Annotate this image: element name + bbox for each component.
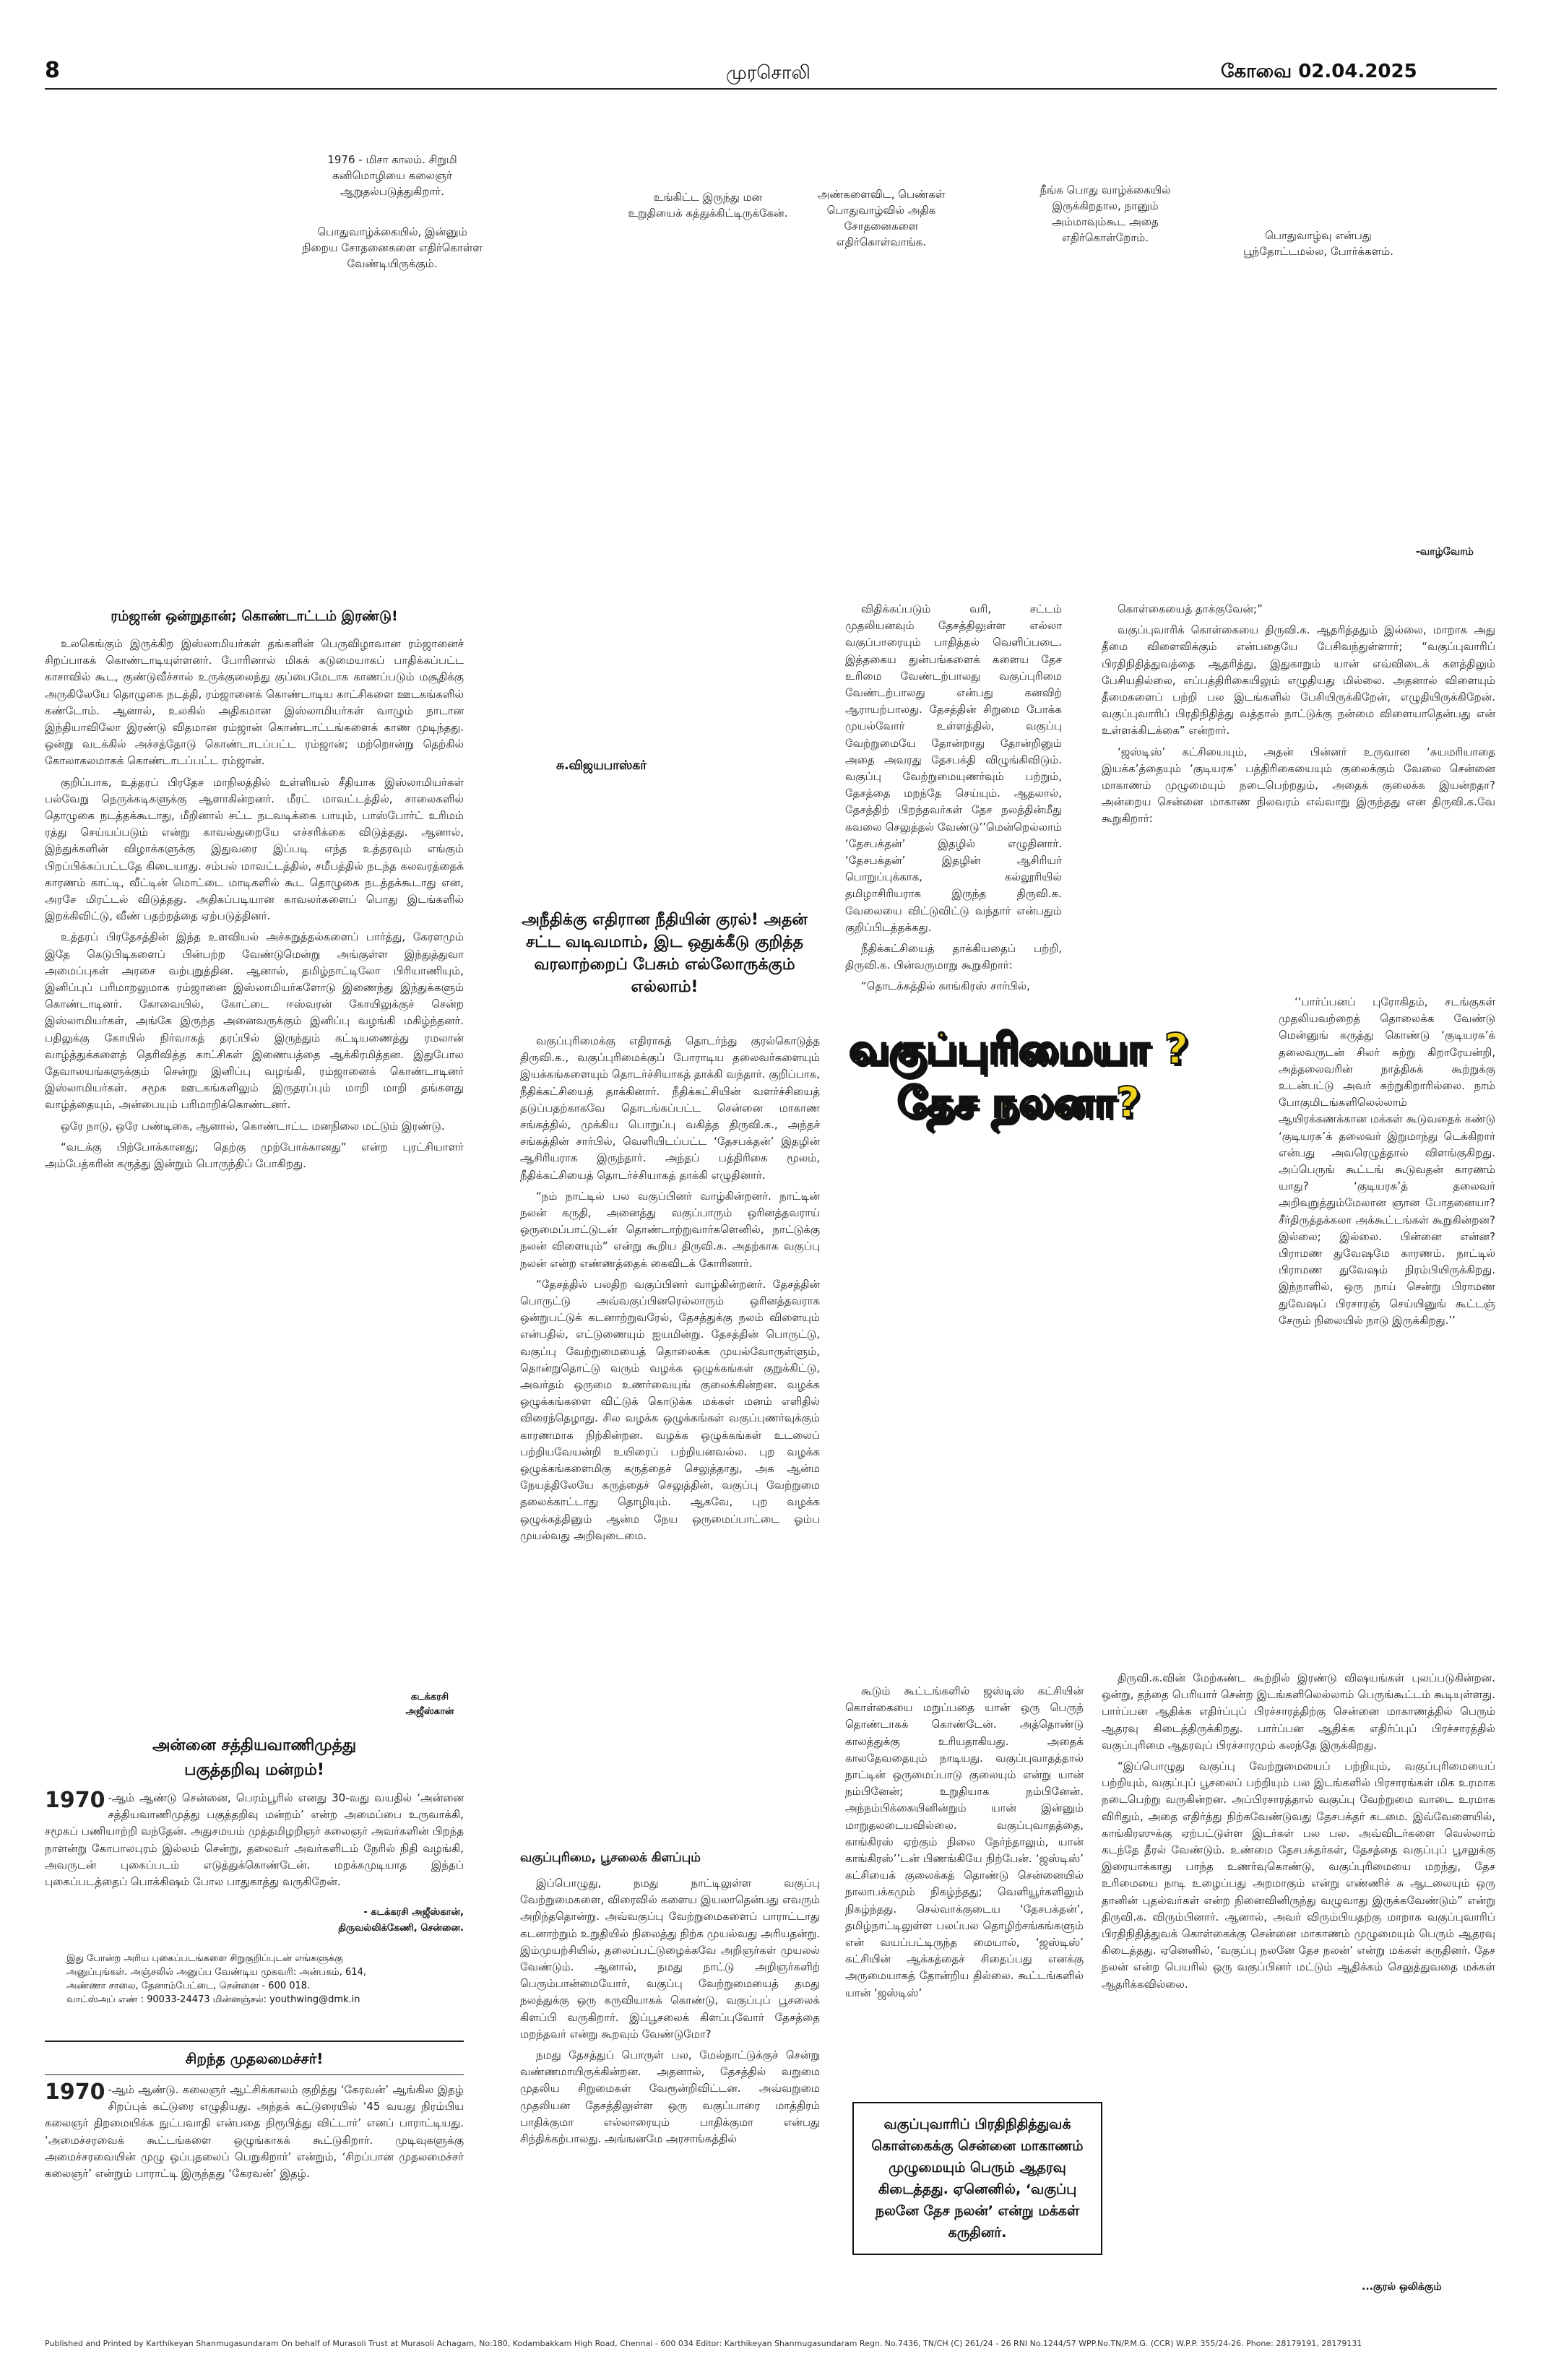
- pull-quote: வகுப்புவாரிப் பிரதிநிதித்துவக் கொள்கைக்கு சென்னை மாகாணம் முழுமையும் பெரும் ஆதரவு கிடைத்தது. ஏனெனில், ‘வகுப்பு நலனே தேச நலன்’ என்று மக்கள் கருதினர்.: [852, 2102, 1102, 2255]
- photo-caption-6: பொதுவாழ்வு என்பது பூந்தோட்டமல்ல, போர்க்களம்.: [1242, 229, 1393, 258]
- ramzan-para: உத்தரப் பிரதேசத்தின் இந்த உளவியல் அச்சுறுத்தல்களைப் பார்த்து, கேரளமும் இதே கெடுபிடிகளைப் பின்பற்ற வேண்டுமென்று அங்குள்ள இந்துத்துவா அமைப்புகள் அரசை வற்புறுத்தின. ஆனால், தமிழ்நாட்டிலோ பிரியாணியும், இனிப்புப் பரிமாறலுமாக ரம்ஜானை இஸ்லாமியர்களோடு இணைந்து இந்துக்களும் கொண்டாடினர். கோவையில், கோட்டை ஈஸ்வரன் கோயிலுக்குச் சென்ற இஸ்லாமியர்கள், அங்கே இருந்த அனைவருக்கும் இனிப்பு வழங்கி மகிழ்ந்தனர். பதிலுக்கு கோயில் நிர்வாகத் தரப்பில் இருந்தும் கட்டியணைத்து ரமலான் வாழ்த்துக்களைத் தெரிவித்த காட்சிகள் இணையத்தை ஆக்கிரமித்தன. இதுபோல தேவாலயங்களுக்கும் சென்று இனிப்பு வழங்கி, ரம்ஜானைக் கொண்டாடினர் இஸ்லாமியர்கள். சமூக ஊடகங்களிலும் இருதரப்பும் மாறி மாறி தங்களது வாழ்த்தையும், அன்பையும் பரிமாறிக்கொண்டனர்.: [45, 930, 464, 1112]
- photo-caption-4: அண்களைவிட, பெண்கள் பொதுவாழ்வில் அதிக சோதனைகளை எதிர்கொள்வாங்க.: [817, 188, 946, 248]
- ramzan-para: ஒரே நாடு, ஒரே பண்டிகை, ஆனால், கொண்டாட்ட மனநிலை மட்டும் இரண்டு.: [61, 1119, 445, 1133]
- notice-address: இது போன்ற அரிய புகைப்படங்களை சிறுகுறிப்புடன் எங்களுக்கு அனுப்புங்கள். அஞ்சலில் அனுப்ப வேண்டிய முகவரி: அன்பகம், 614, அண்ணா சாலை, தேனாம்பேட்டை, சென்னை - 600 018.: [66, 1953, 366, 1991]
- col-a-subhead: வகுப்புரிமை, பூசலைக் கிளப்பும்: [520, 1851, 701, 1865]
- col-b-para: விதிக்கப்படும் வரி, சட்டம் முதலியனவும் தேசத்திலுள்ள எல்லா வகுப்பாரையும் பாதித்தல் வெளிப்படை. இத்தகைய துன்பங்களைக் களைய தேச உரிமை வேண்டற்பாலது வகுப்புரிமை வேண்டற்பாலது என்பது கனவிற் ஆராயற்பாலது. தேசத்தின் சிறுமை போக்க முயல்வோர் உள்ளத்தில், வகுப்பு வேற்றுமையே தோன்றாது தோன்றினும் அதை அவரது தேசபக்தி விழுங்கிவிடும். வகுப்பு வேற்றுமையுணர்வும் பற்றும், தேசத்தை மறந்தே செய்யும். ஆதலால், தேசத்திற் பிறந்தவர்கள் தேச நலத்தின்மீது கவலை செலுத்தல் வேண்டு’’மென்றெல்லாம் ‘தேசபக்தன்’ இதழில் எழுதினார். ‘தேசபக்தன்’ இதழின் ஆசிரியர் பொறுப்புக்காக, கல்லூரியில் தமிழாசிரியராக இருந்த திருவி.க. வேலையை விட்டுவிட்டு வந்தார் என்பதும் குறிப்பிடத்தக்கது.: [845, 602, 1062, 934]
- photo-credit-name-2: அஜீஸ்கான்: [405, 1706, 454, 1717]
- cm-rule: [45, 2041, 464, 2042]
- headline-line2: தேச நலனா?: [896, 1078, 1141, 1127]
- annai-text: -ஆம் ஆண்டு சென்னை, பெரம்பூரில் எனது 30-வது வயதில் ‘அன்னை சத்தியவாணிமுத்து பகுத்தறிவு மன்றம்’ என்ற அமைப்பை உருவாக்கி, சமூகப் பணியாற்றி வந்தேன். அதுசமயம் முத்தமிழறிஞர் கலைஞர் அவர்களின் பிறந்த நாளன்று கோபாலபுரம் இல்லம் சென்று, தலைவர் அவர்களிடம் நேரில் நிதி வழங்கி, அவருடன் புகைப்படம் எடுத்துக்கொண்டேன். மறக்கமுடியாத இந்தப் புகைப்படத்தைப் பொக்கிஷம் போல பாதுகாத்து வருகிறேன்.: [45, 1791, 464, 1889]
- col-c-para: வகுப்புவாரிக் கொள்கையை திருவி.க. ஆதரித்ததும் இல்லை, மாறாக அது தீமை விளைவிக்கும் என்பதையே பேசிவந்துள்ளார்; “வகுப்புவாரிப் பிரதிநிதித்துவத்தை ஆதரித்து, இதுகாறும் யான் எவ்விடைக் களத்திலும் பேசியதில்லை, எப்பத்திரிகையிலும் எழுதியது மில்லை. அதனால் விளையும் தீமைகளைப் பற்றி பல இடங்களில் பேசியிருக்கிறேன், எழுதியிருக்கிறேன். வகுப்புவாரிப் பிரதிநிதித்து வத்தால் நாட்டுக்கு நன்மை விளையாதென்பது என் உள்ளக்கிடக்கை” என்றார்.: [1102, 623, 1495, 737]
- photo-caption-5: நீங்க பொது வாழ்க்கையில் இருக்கிறதால, நானும் அம்மாவும்கூட அதை எதிர்கொள்றோம்.: [1040, 183, 1171, 244]
- cm-text: -ஆம் ஆண்டு. கலைஞர் ஆட்சிக்காலம் குறித்து ‘கேரவன்’ ஆங்கில இதழ் சிறப்புக் கட்டுரை எழுதியது. அந்தக் கட்டுரையில் ‘45 வயது நிரம்பிய கலைஞர் திறமையிக்க நுட்பவாதி என்பதை நிரூபித்து விட்டார்’ எனப் பாராட்டியது. ‘அமைச்சரவைக் கூட்டங்களை ஒழுங்காகக் கூட்டுகிறார். முடிவுகளுக்கு அமைச்சரவையின் முழு ஒப்புதலைப் பெறுகிறார்’ என்றும், ‘சிறப்பான முதலமைச்சர் கலைஞர்’ என்றும் பாராட்டி இருந்தது ‘கேரவன்’ இதழ்.: [45, 2083, 464, 2181]
- feature-col-c-quote: [1279, 994, 1495, 1662]
- annai-signature: - கடக்கரசி அஜீஸ்கான்,: [363, 1907, 464, 1918]
- col-c-para: கொள்கையைத் தாக்குவேன்;”: [1118, 602, 1263, 615]
- annai-heading-line1: அன்னை சத்தியவாணிமுத்து: [152, 1736, 357, 1754]
- annai-place: திருவல்லிக்கேணி, சென்னை.: [338, 1923, 464, 1934]
- strip-signoff: -வாழ்வோம்: [1416, 546, 1474, 558]
- col-a-para: “நம் நாட்டில் பல வகுப்பினர் வாழ்கின்றனர். நாட்டின் நலன் கருதி, அனைத்து வகுப்பாரும் ஒரினத்தவராய் ஒருமைப்பாட்டுடன் தொண்டாற்றுவார்களெனில், நாட்டுக்கு நலன் விளையும்” என்று கூறிய திருவி.க. அதற்காக வகுப்பு நலன் என்ற எண்ணத்தைக் கைவிடக் கோரினார்.: [520, 1189, 820, 1270]
- imprint-footer: Published and Printed by Karthikeyan Shanmugasundaram On behalf of Murasoli Trust at Murasoli Achagam, No:180, Kodambakkam High Road, Chennai - 600 034 Editor: Karthikeyan Shanmugasundaram Regn. No.7436, TN/CH (C) 261/24 - 26 RNI No.1244/57 WPP.No.TN/P.M.G. (CCR) W.P.P. 355/24-26. Phone: 28179191, 28179131: [45, 2339, 1362, 2348]
- feature-deck: அநீதிக்கு எதிரான நீதியின் குரல்! அதன் சட்ட வடிவமாம், இட ஒதுக்கீடு குறித்த வரலாற்றைப் பேசும் எல்லோருக்கும் எல்லாம்!: [522, 911, 808, 996]
- annai-body: [45, 1790, 464, 1900]
- cm-body: [45, 2082, 464, 2233]
- paper-name: முரசொலி: [726, 62, 811, 84]
- annai-dropcap: 1970: [45, 1790, 105, 1813]
- feature-col-a: [520, 1033, 820, 1845]
- col-c-para: திருவி.க.வின் மேற்கண்ட கூற்றில் இரண்டு விஷயங்கள் புலப்படுகின்றன. ஒன்று, தந்தை பெரியார் சென்ற இடங்களிலெல்லாம் பெருங்கூட்டம் கூடியுள்ளது. பார்ப்பன ஆதிக்க எதிர்ப்புப் பிரச்சாரத்திற்கு சென்னை மாகாணத்தில் பெரும் ஆதரவு கிடைத்திருக்கிறது. பார்ப்பன ஆதிக்க எதிர்ப்புப் பிரச்சாரத்தில் வகுப்புரிமை ஆதரவுப் பிரச்சாரமும் கலந்தே இருக்கிறது.: [1102, 1671, 1495, 1752]
- notice-contact: வாட்ஸ்அப் எண் : 90033-24473 மின்னஞ்சல்: youthwing@dmk.in: [66, 1994, 360, 2005]
- annai-heading: [45, 1734, 464, 1783]
- feature-col-c-lower: [1102, 1670, 1495, 2291]
- feature-col-c: [1102, 601, 1495, 987]
- col-a-para: இப்பொழுது, நமது நாட்டிலுள்ள வகுப்பு வேற்றுமைகளை, விரைவில் களைய இயலாதென்பது எவரும் அறிந்ததொன்று. அவ்வகுப்பு வேற்றுமைகளைப் பாராட்டாது கடனாற்றும் உறுதியில் நிலைத்து நிற்க முயல்வது அரியதன்று. இம்முயற்சியில், தலைப்பட்டுழைக்கவே அறிஞர்கள் முயலல் வேண்டும். ஆனால், நமது நாட்டு அறிஞர்களிற் பெரும்பான்மையோர், வகுப்பு வேற்றுமையைத் தமது நலத்துக்கு ஒரு கருவியாகக் கொண்டு, வகுப்புப் பூசலைக் கிளப்பி வருகிறார். இப்பூசலைக் கிளப்புவோர் தேசத்தை மறந்தவர் என்று கூறவும் வேண்டுமோ?: [520, 1877, 820, 2041]
- cm-heading: சிறந்த முதலமைச்சர்!: [185, 2050, 324, 2067]
- cm-rule-2: [45, 2074, 464, 2075]
- feature-col-a-lower: [520, 1875, 820, 2295]
- feature-col-b-lower: [845, 1683, 1084, 2095]
- edition-date: கோவை 02.04.2025: [1221, 61, 1417, 82]
- ramzan-para: குறிப்பாக, உத்தரப் பிரதேச மாநிலத்தில் உள்ளியல் சீதியாக இஸ்லாமியர்கள் பல்வேறு நெருக்கடிகளுக்கு ஆளாகின்றனர். மீரட் மாவட்டத்தில், சாலைகளில் தொழுகை நடத்தக்கூடாது, மீறினால் சட்ட நடவடிக்கை பாயும், பாஸ்போர்ட் உரிமம் ரத்து செய்யப்படும் என்று காவல்துறையே எச்சரிக்கை விடுத்தது. ஆனால், இந்துக்களின் விழாக்களுக்கு இதுவரை இப்படி எந்த உத்தரவும் எங்கும் பிறப்பிக்கப்பட்டதே கிடையாது. சம்பல் மாவட்டத்தில், சமீபத்தில் நடந்த கலவரத்தைக் காரணம் காட்டி, வீட்டின் மொட்டை மாடிகளில் கூட தொழுகை நடத்தக்கூடாது என, அரசே மிரட்டல் விடுத்தது. அதிகப்படியான காவலர்களைப் பொது இடங்களில் இறக்கிவிட்டு, வீண் பதற்றத்தை ஏற்படுத்தினர்.: [45, 775, 464, 923]
- ramzan-para: உலகெங்கும் இருக்கிற இஸ்லாமியர்கள் தங்களின் பெருவிழாவான ரம்ஜானைச் சிறப்பாகக் கொண்டாடியுள்ளனர். போரினால் மிகக் கடுமையாகப் பாதிக்கப்பட்ட காசாவில் கூட, குண்டுவீச்சால் உருக்குலைந்து குப்பைமேடாக காணப்படும் மசூதிக்கு அருகிலேயே தொழுகை நடத்தி, ரம்ஜானைக் கொண்டாடிய காட்சிகளை ஊடகங்களில் கண்டோம். ஆனால், உலகில் அதிகமான இஸ்லாமியர்கள் வாழும் நாடான இந்தியாவிலோ இரண்டு விதமான ரம்ஜான் கொண்டாட்டங்களைக் காண முடிந்தது. ஒன்று வடக்கில் அச்சத்தோடு கொண்டாடப்பட்ட ரம்ஜான்; மற்றொன்று தெற்கில் கோலாகலமாகக் கொண்டாடப்பட்ட ரம்ஜான்.: [45, 637, 464, 768]
- headline-line1: வகுப்புரிமையா ?: [848, 1024, 1189, 1073]
- feature-headline: [831, 1022, 1206, 1129]
- col-b-para: “தொடக்கத்தில் காங்கிரஸ் சார்பில்,: [861, 979, 1030, 993]
- cm-dropcap: 1970: [45, 2082, 105, 2105]
- col-a-para: நமது தேசத்துப் பொருள் பல, மேல்நாட்டுக்குச் சென்று வண்ணமாயிருக்கின்றன. அதனால், தேசத்தில் வறுமை முதலிய சிறுமைகள் வேரூன்றிவிட்டன. அவ்வறுமை முதலியன தேசத்திலுள்ள ஒரு வகுப்பாரை மாத்திரம் பாதிக்குமா எல்லாரையும் பாதிக்குமா என்பது சிந்திக்கற்பாலது. அங்ஙனமே அரசாங்கத்தில்: [520, 2048, 820, 2146]
- feature-col-b: [845, 601, 1062, 995]
- col-b-para: கூடும் கூட்டங்களில் ஜஸ்டிஸ் கட்சியின் கொள்கையை மறுப்பதை யான் ஒரு பெருந் தொண்டாகக் கொண்டேன். அத்தொண்டு காலத்துக்கு உரியதாகியது. அதைக் காலதேவதையும் நாடியது. வகுப்புவாதத்தால் நாட்டின் ஒருமைப்பாடு குலையும் என்று யான் நம்பினேன்; உறுதியாக நம்பினேன். அந்நம்பிக்கையினின்றும் யான் இன்னும் மாறுதலடையவில்லை. வகுப்புவாதத்தை, காங்கிரஸ் ஏற்கும் நிலை நேர்ந்தாலும், யான் காங்கிரஸ்’’டன் பிணங்கியே நிற்பேன். ‘ஜஸ்டிஸ்’ கட்சியைக் குலைக்கத் தொண்டு சென்னையில் நாலாபக்கமும் நிகழ்ந்தது; வெளியூர்களிலும் நிகழ்ந்தது. செல்வாக்குடைய ‘தேசபக்தன்’, தமிழ்நாட்டிலுள்ள பலப்பல தொழிற்சங்கங்களும் என் வயப்பட்டிருந்த மையால், ‘ஜஸ்டிஸ்’ கட்சியின் ஆக்கத்தைச் சிதைப்பது எனக்கு அருமையாகத் தோன்றிய தில்லை. கூட்டங்களில் யான் ‘ஜஸ்டிஸ்’: [845, 1684, 1084, 1999]
- photo-caption-3: உங்கிட்ட இருந்து மன உறுதியைக் கத்துக்கிட்டிருக்கேன்.: [628, 191, 788, 220]
- photo-credit-name: கடக்கரசி: [410, 1692, 449, 1702]
- feature-byline: சு.விஜயபாஸ்கர்: [556, 758, 647, 773]
- col-c-para: “இப்பொழுது வகுப்பு வேற்றுமையைப் பற்றியும், வகுப்புரிமையைப் பற்றியும், வகுப்புப் பூசலைப் பற்றியும் பல இடங்களில் பிரசாரங்கள் மிக உரமாக நடைபெற்று வருகின்றன. அப்பிரசாரத்தால் வகுப்பு வேற்றுமை வாடை உரமாக விரிதும், அதை எதிர்த்து நிற்கவேண்டுவது தேசபக்தர் கடமை. இவ்வேளையில், காங்கிரஸுக்கு ஏற்பட்டுள்ள இடர்கள் பல பல. அவ்விடர்களை வெல்லாம் கடந்தே தீரல் வேண்டும். உண்மை தேசபக்தர்கள், தேசத்தை வகுப்புப் பூசலுக்கு இரையாக்காது பாந்த உணர்வுகொண்டு, வகுப்புரிமையை மறந்து, தேச உரிமையை நாடி உழைப்பது அறமாகும் என்று எண்ணிச் சு ஆடலையும் ஒரு தானின் புதல்வர்கள் என்ற நினைவினிருந்து வழுவாது இருக்கவேண்டும்” என்று திருவி.க. விரும்பினார். ஆனால், அவர் விரும்பியதற்கு மாறாக வகுப்புவாரிப் பிரதிநிதித்துவக் கொள்கைக்கு சென்னை மாகாணம் முழுமையும் பெரும் ஆதரவு கிடைத்தது. ஏனெனில், ‘வகுப்பு நலனே தேச நலன்’ என்று மக்கள் கருதினர். தேச நலன் என்ற பெயரில் ஒரு வகுப்பினர் மட்டும் ஆதிக்கம் செலுத்துவதை மக்கள் ஆதரிக்கவில்லை.: [1102, 1760, 1495, 1991]
- ramzan-body: [45, 636, 464, 1380]
- col-a-para: “தேசத்தில் பலதிற வகுப்பினர் வாழ்கின்றனர். தேசத்தின் பொருட்டு அவ்வகுப்பினரெல்லாரும் ஒரினத்தவராக ஒன்றுபட்டுக் கடனாற்றுவரேல், தேசத்துக்கு நலம் விளையும் என்பதில், எட்டுணையும் ஐயமின்று. தேசத்தின் பொருட்டு, வகுப்பு வேற்றுமையைத் தொலைக்க முயல்வோருள்ளும், தொன்றுதொட்டு வரும் வழக்க ஒழுக்கங்கள் குறுக்கிட்டு, அவர்தம் ஒருமை உணர்வையுங் குலைக்கின்றன. வழக்க ஒழுக்கங்களை விட்டுக் கொடுக்க மக்கள் மனம் எளிதில் விரைந்தெழாது. சில வழக்க ஒழுக்கங்கள் வகுப்புணர்வுக்கும் காரணமாக நிற்கின்றன. வழக்க ஒழுக்கங்கள் உடலைப் பற்றியவேயன்றி உயிரைப் பற்றியனவல்ல. புற வழக்க ஒழுக்கங்களைமிகு கருத்தைச் செலுத்தாது, அக ஆன்ம நேயத்திலேயே கருத்தைச் செலுத்தின், வகுப்பு வேற்றுமை தலைக்காட்டாது தொழியும். ஆகவே, புற வழக்க ஒழுக்கத்தினும் ஆன்ம நேய ஒருமைப்பாட்டை ஓம்ப முயல்வது அறிவுடைமை.: [520, 1277, 820, 1542]
- col-b-para: நீதிக்கட்சியைத் தாக்கியதைப் பற்றி, திருவி.க. பின்வருமாறு கூறுகிறார்:: [845, 942, 1062, 972]
- col-c-para: ‘‘பார்ப்பனப் புரோகிதம், சடங்குகள் முதலியவற்றைத் தொலைக்க வேண்டு மென்னுங் கருத்து கொண்டு ‘குடியரசு’க் தலைவருடன் சிலர் சுற்று கிறாரேயன்றி, அத்தலைவரின் நாத்திகக் கூற்றுக்கு உடன்பட்டு அவர் சுற்றுகிறாரில்லை. நாம் போகுமிடங்களிலெல்லாம் ஆயிரக்கணக்கான மக்கள் கூடுவதைக் கண்டு ‘குடியரசு’க் தலைவர் இறுமாந்து டெக்கிறார் என்பது அவரெழுத்தால் விளங்குகிறது. அப்பெருங் கூட்டங் கூடுவதன் காரணம் யாது? ‘குடியரசு’த் தலைவர் அறிவுறுத்தும்மேலான ஞான போதனையா? சீர்திருத்தக்கலா அக்கூட்டங்கள் கூறுகின்றன? இல்லை; இல்லை. பின்னை என்ன? பிராமண துவேஷமே காரணம். நாட்டில் பிராமண துவேஷம் நிரம்பியிருக்கிறது. இந்நாளில், ஒரு நாய் சென்று பிராமண துவேஷப் பிரசாரஞ் செய்யினுங் கூட்டஞ் சேரும் நிலையில் நாடு இருக்கிறது.’’: [1279, 995, 1495, 1327]
- annai-heading-line2: பகுத்தறிவு மன்றம்!: [184, 1761, 324, 1779]
- masthead-rule: [45, 88, 1497, 90]
- contribute-notice: [66, 1952, 406, 2007]
- ramzan-heading: ரம்ஜான் ஒன்றுதான்; கொண்டாட்டம் இரண்டு!: [111, 608, 398, 624]
- col-a-para: வகுப்புரிமைக்கு எதிராகத் தொடர்ந்து குரல்கொடுத்த திருவி.க., வகுப்புரிமைக்குப் போராடிய தலைவர்களையும் இயக்கங்களையும் தொடர்ச்சியாகத் தாக்கி வந்தார். குறிப்பாக, நீதிக்கட்சியைத் தாக்கினார். நீதிக்கட்சியின் வளர்ச்சியைத் தடுப்பதற்காகவே தொடங்கப்பட்ட சென்னை மாகாண சங்கத்தில், முக்கிய பொறுப்பு வகித்த திருவி.க., அந்தச் சங்கத்தின் சார்பில், வெளியிடப்பட்ட ‘தேசபக்தன்’ இதழின் ஆசிரியராக இருந்தார். அந்தப் பத்திரிகை மூலம், நீதிக்கட்சியைத் தொடர்ச்சியாகத் தாக்கி எழுதினார்.: [520, 1034, 820, 1182]
- page-number: 8: [45, 58, 60, 83]
- continued-marker: ...குரல் ஒலிக்கும்: [1362, 2281, 1442, 2293]
- photo-caption-1: 1976 - மிசா காலம். சிறுமி கனிமொழியை கலைஞர் ஆறுதல்படுத்துகிறார்.: [327, 153, 457, 198]
- photo-caption-2: பொதுவாழ்க்கையில், இன்னும் நிறைய சோதனைகளை எதிர்கொள்ள வேண்டியிருக்கும்.: [302, 225, 483, 270]
- ramzan-para: “வடக்கு பிற்போக்கானது; தெற்கு முற்போக்கானது” என்ற புரட்சியாளர் அம்பேத்கரின் கருத்து இன்றும் பொருந்திப் போகிறது.: [45, 1140, 464, 1171]
- col-c-para: ‘ஜஸ்டிஸ்’ கட்சியையும், அதன் பின்னர் உருவான ‘சுயமரியாதை இயக்க’த்தையும் ‘குடியரசு’ பத்திரிகையையும் குலைக்கும் வேலை சென்னை மாகாணம் முழுமையும் நடைபெற்றதும், அதைக் குலைக்க இயன்றதா? அன்றைய சென்னை மாகாண நிலவரம் எவ்வாறு இருந்தது என திருவி.க.வே கூறுகிறார்:: [1102, 745, 1495, 826]
